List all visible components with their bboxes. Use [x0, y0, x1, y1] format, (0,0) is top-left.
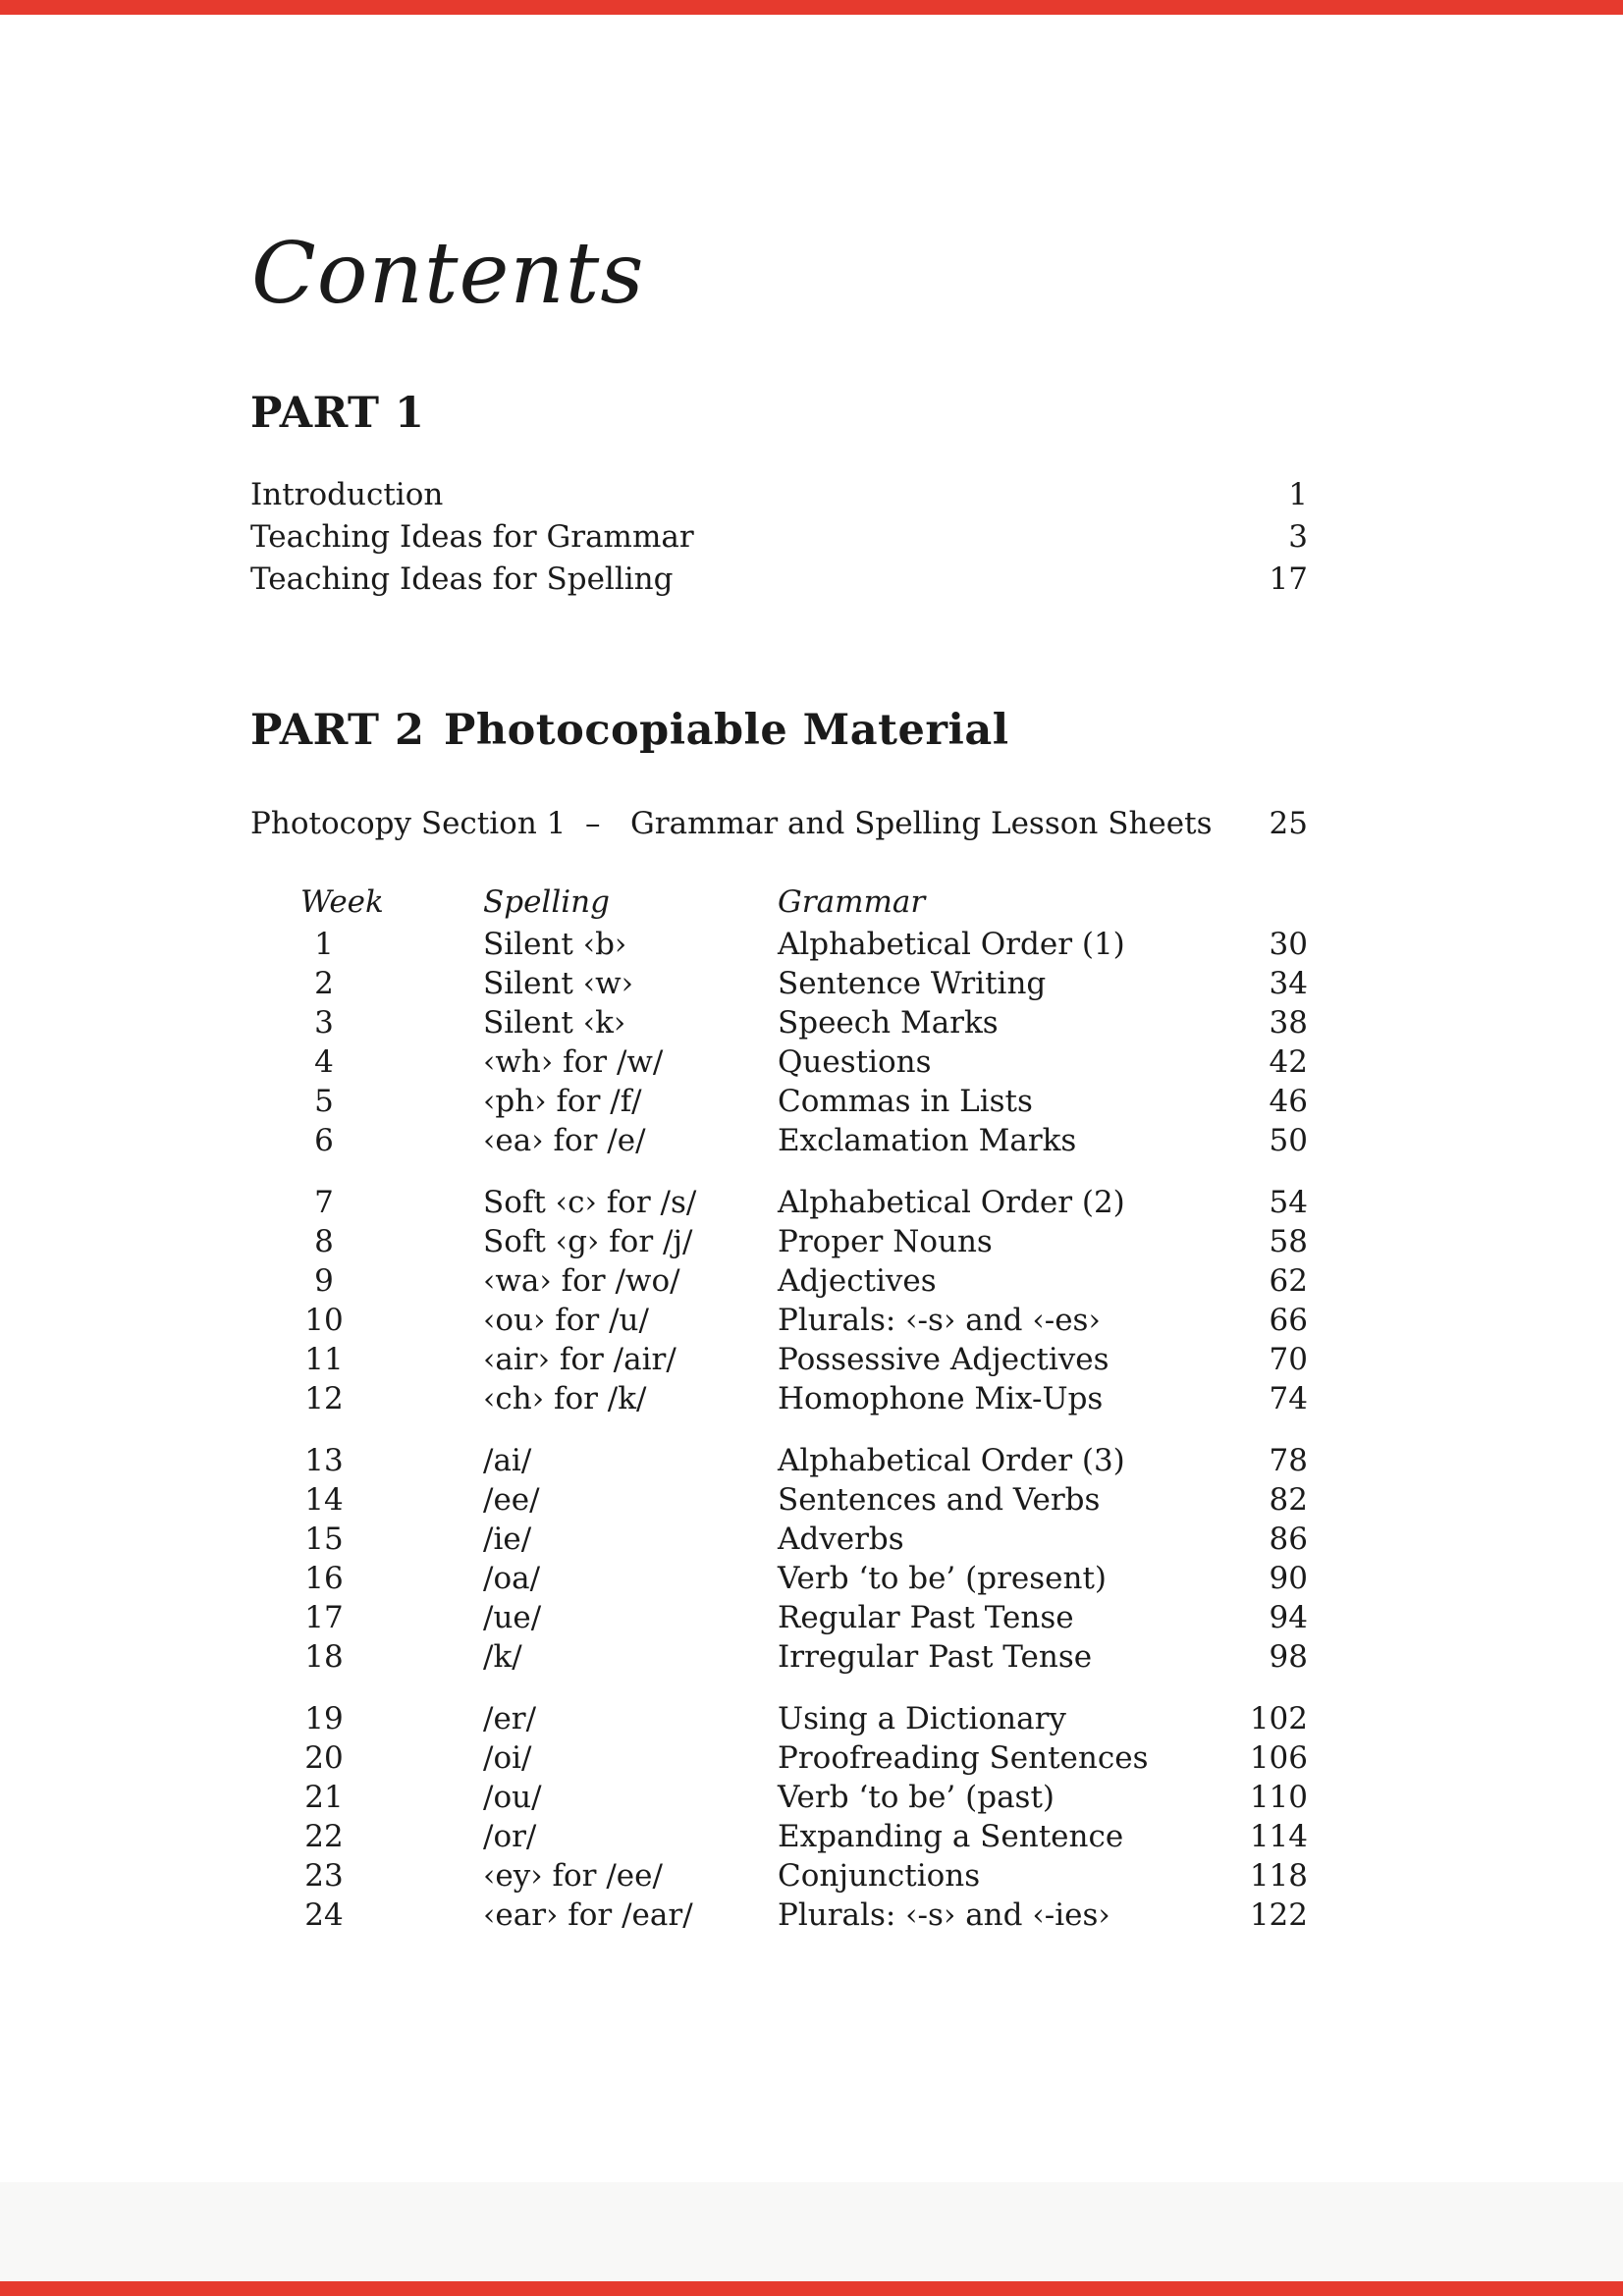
lesson-row	[250, 1003, 1308, 1042]
cell-spelling: /or/	[483, 1819, 537, 1854]
cell-week: 24	[304, 1897, 344, 1933]
cell-grammar: Plurals: ‹-s› and ‹-ies›	[778, 1897, 1110, 1933]
cell-page: 86	[1269, 1522, 1308, 1557]
cell-spelling: /er/	[483, 1701, 537, 1736]
cell-grammar: Sentence Writing	[778, 966, 1047, 1001]
cell-grammar: Conjunctions	[778, 1858, 981, 1894]
part2-heading-title: Photocopiable Material	[444, 706, 1009, 755]
cell-week: 11	[304, 1342, 344, 1377]
toc-entry-page: 1	[1288, 477, 1308, 512]
part1-entries	[250, 474, 1308, 601]
lesson-row	[250, 1261, 1308, 1301]
lesson-row	[250, 964, 1308, 1003]
cell-page: 122	[1249, 1897, 1308, 1933]
cell-spelling: /k/	[483, 1639, 522, 1675]
cell-week: 7	[314, 1185, 334, 1220]
cell-page: 118	[1249, 1858, 1308, 1894]
toc-entry-page: 3	[1288, 519, 1308, 555]
cell-spelling: Silent ‹b›	[483, 927, 627, 962]
lesson-row	[250, 1042, 1308, 1082]
cell-spelling: /ou/	[483, 1780, 542, 1815]
lesson-row	[250, 925, 1308, 964]
part1-heading: PART 1	[250, 389, 425, 438]
cell-week: 10	[304, 1303, 344, 1338]
cell-week: 1	[314, 927, 334, 962]
cell-page: 82	[1269, 1482, 1308, 1518]
lesson-row	[250, 1637, 1308, 1677]
cell-spelling: ‹wa› for /wo/	[483, 1263, 680, 1299]
cell-spelling: Silent ‹k›	[483, 1005, 626, 1041]
cell-week: 22	[304, 1819, 344, 1854]
cell-grammar: Homophone Mix-Ups	[778, 1381, 1104, 1416]
cell-week: 20	[304, 1740, 344, 1776]
cell-grammar: Using a Dictionary	[778, 1701, 1066, 1736]
cell-week: 9	[314, 1263, 334, 1299]
cell-page: 58	[1269, 1224, 1308, 1259]
lesson-row	[250, 1183, 1308, 1222]
cell-grammar: Alphabetical Order (1)	[778, 927, 1125, 962]
lesson-row	[250, 1738, 1308, 1778]
cell-page: 98	[1269, 1639, 1308, 1675]
bottom-accent-bar	[0, 2281, 1623, 2296]
cell-spelling: /ue/	[483, 1600, 542, 1635]
cell-week: 23	[304, 1858, 344, 1894]
cell-page: 102	[1249, 1701, 1308, 1736]
lesson-row	[250, 1817, 1308, 1856]
lesson-row	[250, 1699, 1308, 1738]
cell-spelling: ‹wh› for /w/	[483, 1044, 664, 1080]
lesson-row	[250, 1222, 1308, 1261]
page-title: Contents	[251, 225, 645, 323]
cell-week: 4	[314, 1044, 334, 1080]
cell-week: 18	[304, 1639, 344, 1675]
lesson-row	[250, 1082, 1308, 1121]
lesson-row	[250, 1480, 1308, 1520]
cell-grammar: Commas in Lists	[778, 1084, 1033, 1119]
cell-spelling: /oi/	[483, 1740, 532, 1776]
lesson-row	[250, 1301, 1308, 1340]
lesson-table-header	[250, 881, 1308, 924]
toc-entry	[250, 559, 1308, 601]
top-accent-bar	[0, 0, 1623, 15]
cell-grammar: Plurals: ‹-s› and ‹-es›	[778, 1303, 1101, 1338]
toc-entry-label: Introduction	[250, 477, 444, 512]
cell-spelling: Soft ‹c› for /s/	[483, 1185, 697, 1220]
part2-heading	[250, 706, 1308, 755]
cell-grammar: Proofreading Sentences	[778, 1740, 1149, 1776]
cell-week: 19	[304, 1701, 344, 1736]
photocopy-section-line	[250, 803, 1308, 845]
cell-grammar: Irregular Past Tense	[778, 1639, 1093, 1675]
toc-entry-label: Teaching Ideas for Spelling	[250, 561, 674, 597]
cell-week: 3	[314, 1005, 334, 1041]
cell-grammar: Verb ‘to be’ (present)	[778, 1561, 1108, 1596]
cell-page: 42	[1269, 1044, 1308, 1080]
cell-spelling: ‹ey› for /ee/	[483, 1858, 663, 1894]
cell-spelling: /ee/	[483, 1482, 540, 1518]
cell-spelling: /ie/	[483, 1522, 532, 1557]
lesson-row	[250, 1598, 1308, 1637]
cell-spelling: ‹ch› for /k/	[483, 1381, 647, 1416]
header-week: Week	[300, 884, 384, 920]
cell-spelling: ‹air› for /air/	[483, 1342, 676, 1377]
cell-week: 5	[314, 1084, 334, 1119]
cell-grammar: Expanding a Sentence	[778, 1819, 1124, 1854]
lesson-row-group	[250, 925, 1308, 1160]
cell-page: 50	[1269, 1123, 1308, 1158]
lesson-row	[250, 1559, 1308, 1598]
cell-week: 6	[314, 1123, 334, 1158]
cell-page: 106	[1249, 1740, 1308, 1776]
cell-page: 90	[1269, 1561, 1308, 1596]
cell-grammar: Verb ‘to be’ (past)	[778, 1780, 1055, 1815]
cell-week: 2	[314, 966, 334, 1001]
header-spelling: Spelling	[483, 884, 610, 920]
cell-spelling: ‹ph› for /f/	[483, 1084, 642, 1119]
cell-page: 30	[1269, 927, 1308, 962]
cell-page: 34	[1269, 966, 1308, 1001]
cell-page: 114	[1249, 1819, 1308, 1854]
cell-week: 8	[314, 1224, 334, 1259]
lesson-row	[250, 1896, 1308, 1935]
cell-grammar: Possessive Adjectives	[778, 1342, 1109, 1377]
lesson-row	[250, 1379, 1308, 1418]
lesson-row-group	[250, 1441, 1308, 1677]
cell-grammar: Exclamation Marks	[778, 1123, 1077, 1158]
page-bottom-shading	[0, 2182, 1623, 2296]
cell-spelling: Soft ‹g› for /j/	[483, 1224, 693, 1259]
lesson-row-group	[250, 1183, 1308, 1418]
cell-page: 94	[1269, 1600, 1308, 1635]
cell-page: 110	[1249, 1780, 1308, 1815]
cell-spelling: ‹ea› for /e/	[483, 1123, 646, 1158]
photocopy-section-dash: –	[585, 806, 601, 841]
cell-grammar: Alphabetical Order (2)	[778, 1185, 1125, 1220]
cell-page: 66	[1269, 1303, 1308, 1338]
cell-week: 13	[304, 1443, 344, 1478]
part2-heading-number: PART 2	[250, 706, 425, 755]
lesson-row	[250, 1520, 1308, 1559]
cell-week: 16	[304, 1561, 344, 1596]
header-grammar: Grammar	[778, 884, 926, 920]
cell-spelling: /ai/	[483, 1443, 532, 1478]
cell-grammar: Proper Nouns	[778, 1224, 993, 1259]
cell-grammar: Regular Past Tense	[778, 1600, 1074, 1635]
cell-grammar: Sentences and Verbs	[778, 1482, 1101, 1518]
cell-spelling: Silent ‹w›	[483, 966, 634, 1001]
lesson-row-group	[250, 1699, 1308, 1935]
cell-week: 21	[304, 1780, 344, 1815]
cell-page: 70	[1269, 1342, 1308, 1377]
cell-grammar: Alphabetical Order (3)	[778, 1443, 1125, 1478]
photocopy-section-page: 25	[1269, 806, 1308, 841]
cell-page: 78	[1269, 1443, 1308, 1478]
lesson-row	[250, 1340, 1308, 1379]
lesson-row	[250, 1778, 1308, 1817]
cell-week: 12	[304, 1381, 344, 1416]
cell-page: 62	[1269, 1263, 1308, 1299]
cell-week: 14	[304, 1482, 344, 1518]
cell-page: 46	[1269, 1084, 1308, 1119]
cell-spelling: ‹ou› for /u/	[483, 1303, 649, 1338]
toc-entry-page: 17	[1269, 561, 1308, 597]
lesson-table-groups	[250, 925, 1308, 1957]
cell-grammar: Adjectives	[778, 1263, 937, 1299]
toc-entry-label: Teaching Ideas for Grammar	[250, 519, 694, 555]
toc-entry	[250, 474, 1308, 516]
cell-grammar: Adverbs	[778, 1522, 904, 1557]
cell-spelling: ‹ear› for /ear/	[483, 1897, 693, 1933]
cell-page: 74	[1269, 1381, 1308, 1416]
cell-page: 38	[1269, 1005, 1308, 1041]
lesson-row	[250, 1121, 1308, 1160]
cell-week: 17	[304, 1600, 344, 1635]
lesson-row	[250, 1441, 1308, 1480]
photocopy-section-title: Grammar and Spelling Lesson Sheets	[630, 806, 1213, 841]
cell-spelling: /oa/	[483, 1561, 541, 1596]
lesson-row	[250, 1856, 1308, 1896]
photocopy-section-label: Photocopy Section 1	[250, 806, 567, 841]
toc-entry	[250, 516, 1308, 559]
cell-grammar: Speech Marks	[778, 1005, 999, 1041]
cell-grammar: Questions	[778, 1044, 932, 1080]
cell-page: 54	[1269, 1185, 1308, 1220]
cell-week: 15	[304, 1522, 344, 1557]
